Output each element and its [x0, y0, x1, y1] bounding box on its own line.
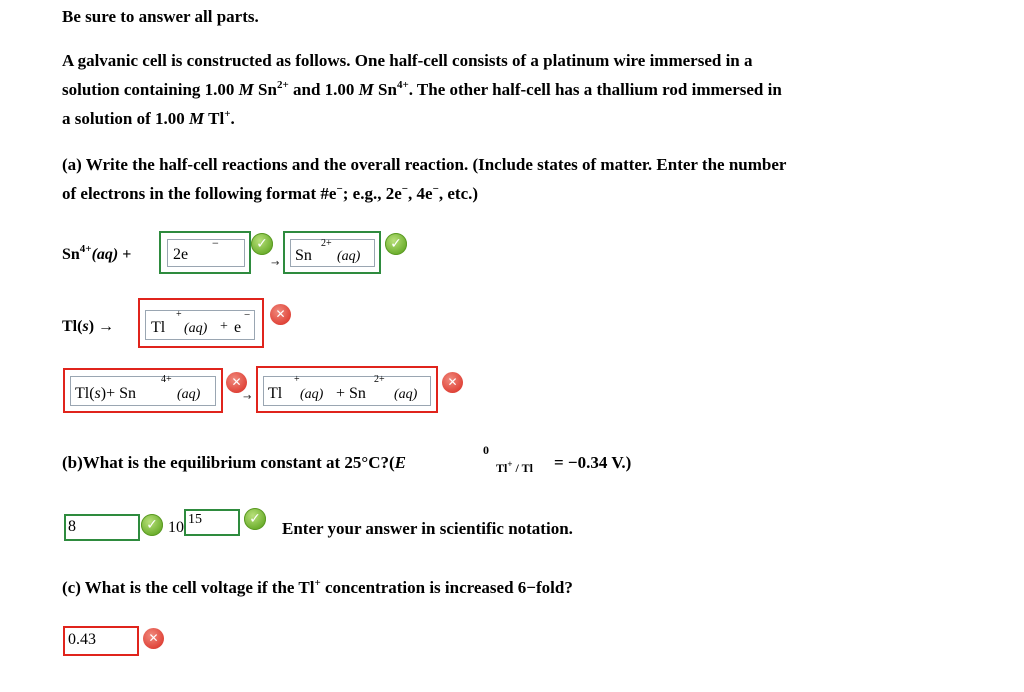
part-a-question: [62, 150, 1002, 208]
oxidation-answer-box: [138, 298, 264, 348]
x-icon: ✕: [442, 372, 463, 393]
electron-value: 2e: [173, 246, 189, 263]
exponent-value: 15: [188, 512, 202, 527]
product-answer-box: [283, 231, 381, 274]
problem-line-3: a solution of 1.00 M Tl+.: [62, 108, 235, 128]
product-state: (aq): [337, 249, 361, 264]
tl-state: (aq): [300, 387, 324, 402]
cell-voltage-answer-box: [63, 626, 139, 656]
check-icon: ✓: [251, 233, 273, 255]
cell-voltage-input[interactable]: [65, 628, 137, 654]
problem-line-2: solution containing 1.00 M $Sn^{2+}$ and 1.00 M $Sn^{4+}$. The other half-cell has a thallium rod immersed in: [62, 79, 782, 99]
tl-charge: +: [176, 309, 182, 320]
react-state: (aq): [177, 387, 201, 402]
electron-input[interactable]: [167, 236, 245, 267]
sn-state: (aq): [394, 387, 418, 402]
tl-species: Tl: [268, 385, 283, 402]
reaction-2-reactant: Tl(s) →: [62, 318, 115, 335]
electron: e: [234, 319, 242, 336]
electron-charge: −: [244, 309, 251, 321]
exponent-input[interactable]: [186, 511, 238, 534]
part-c-question: (c) What is the cell voltage if the Tl+ concentration is increased 6−fold?: [62, 577, 573, 597]
overall-reactants-box: [63, 368, 223, 413]
product-species: Sn: [295, 247, 312, 264]
x-icon: ✕: [226, 372, 247, 393]
sn-charge: 4+: [161, 374, 172, 385]
check-icon: ✓: [244, 508, 266, 530]
tl-state: (aq): [184, 321, 208, 336]
part-a-line-2: of electrons in the following format #e−; e.g., 2e−, 4e−, etc.): [62, 183, 479, 203]
mantissa-value: 8: [68, 518, 76, 535]
check-icon: ✓: [141, 514, 163, 536]
x-icon: ✕: [143, 628, 164, 649]
electron-charge: −: [212, 236, 219, 250]
standard-state-sup: 0: [483, 443, 489, 457]
x-icon: ✕: [270, 304, 291, 325]
overall-products-input[interactable]: [263, 376, 431, 406]
part-b-question: (b)What is the equilibrium constant at 25°C?(E 0 Tl+ / Tl = −0.34 V.): [62, 448, 762, 488]
overall-reactants-input[interactable]: 4+ Tl(s)+ Sn (aq): [70, 376, 216, 406]
times-ten-label: 10: [168, 519, 184, 536]
reaction-1-reactant: $Sn^{4+}(aq)$ +: [62, 243, 132, 263]
mantissa-input[interactable]: [66, 516, 138, 539]
product-charge: 2+: [321, 238, 332, 249]
instruction-text: Be sure to answer all parts.: [62, 7, 259, 26]
reaction-arrow-icon: →: [271, 258, 280, 269]
problem-line-1: A galvanic cell is constructed as follows. One half-cell consists of a platinum wire immersed in a: [62, 51, 753, 70]
mantissa-answer-box: [64, 514, 140, 541]
part-a-line-1: (a) Write the half-cell reactions and the overall reaction. (Include states of matter. Enter the number: [62, 155, 787, 174]
tl-charge: +: [294, 374, 300, 385]
scientific-notation-hint: Enter your answer in scientific notation.: [282, 519, 573, 538]
exponent-answer-box: [184, 509, 240, 536]
cell-voltage-value: 0.43: [68, 631, 96, 648]
overall-products-box: [256, 366, 438, 413]
check-icon: ✓: [385, 233, 407, 255]
tl-species: Tl: [151, 319, 166, 336]
sn-charge: 2+: [374, 374, 385, 385]
plus-sign: +: [220, 319, 228, 334]
problem-statement: [62, 46, 1002, 133]
oxidation-input[interactable]: [145, 310, 255, 340]
product-input[interactable]: [290, 239, 375, 267]
sn-product: + Sn: [336, 385, 366, 402]
reaction-arrow-icon: →: [243, 392, 252, 403]
electron-answer-box: [159, 231, 251, 274]
